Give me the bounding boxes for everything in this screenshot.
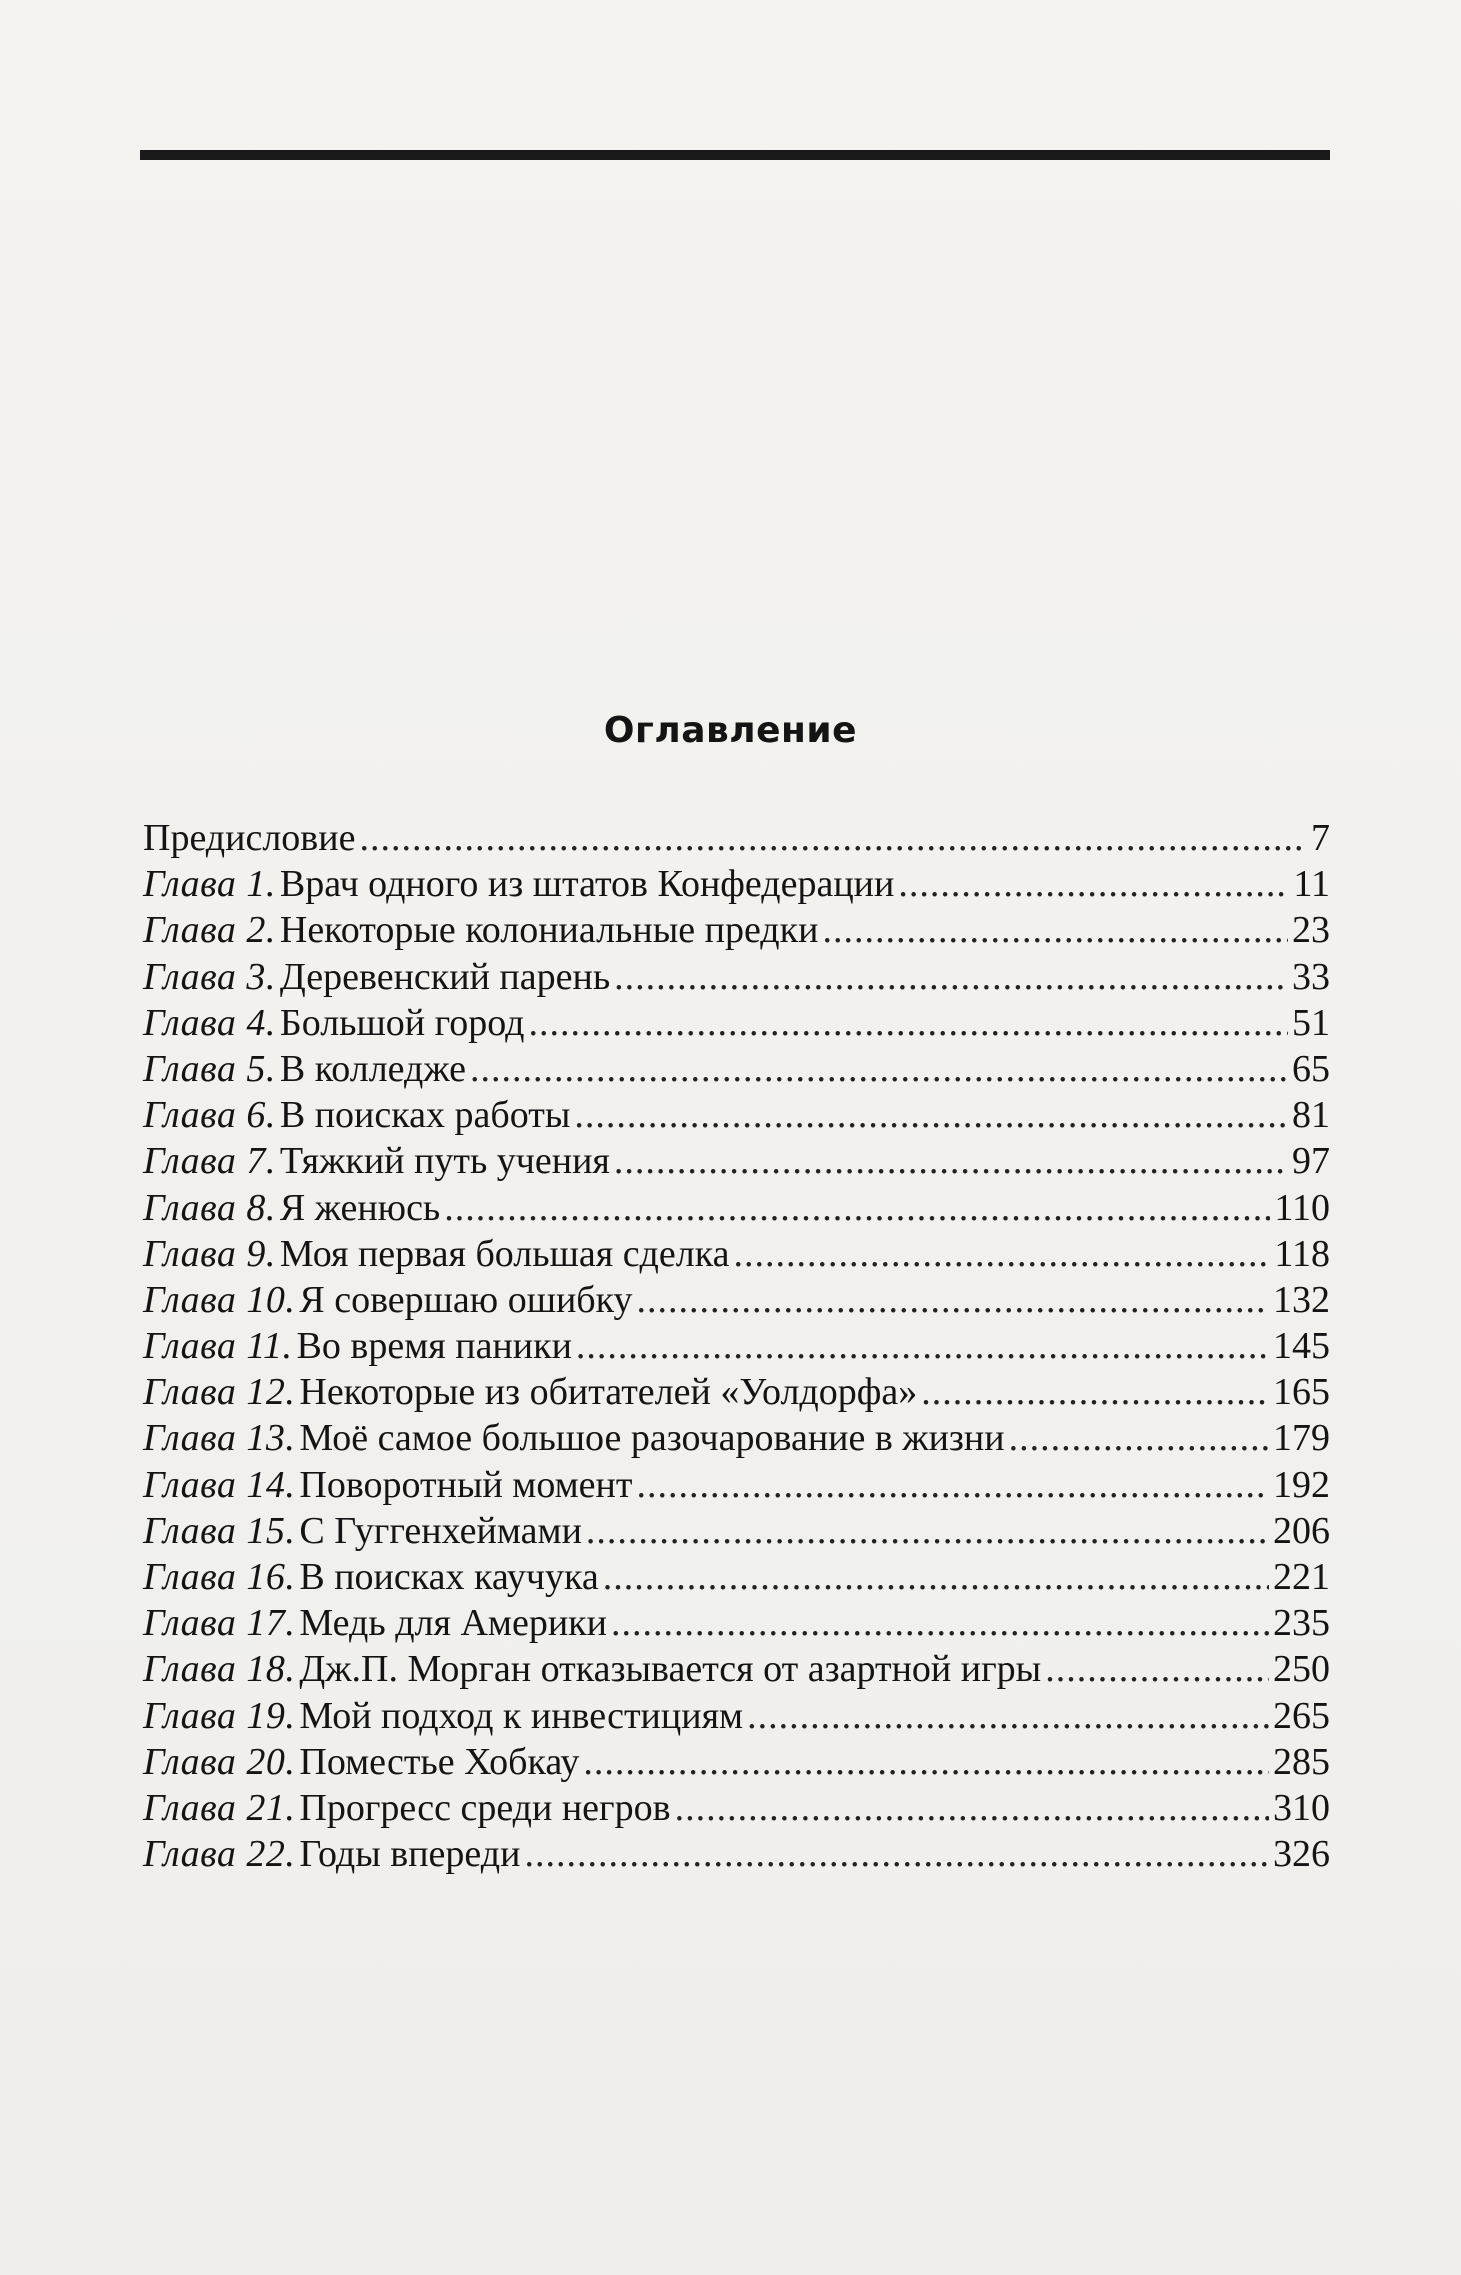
toc-entry-page-number: 265 <box>1273 1694 1330 1737</box>
toc-entry-leader-dots <box>528 1000 1288 1046</box>
toc-entry-leader-dots <box>614 954 1288 1000</box>
toc-entry-page-number: 7 <box>1311 817 1330 859</box>
toc-entry-chapter-label: Глава 13. <box>143 1417 296 1460</box>
toc-entry-chapter-label: Глава 3. <box>143 955 276 998</box>
toc-entry-page-number: 51 <box>1292 1001 1330 1044</box>
toc-entry-title: Врач одного из штатов Конфедерации <box>279 863 895 906</box>
toc-entry-title: Некоторые из обитателей «Уолдорфа» <box>299 1371 918 1414</box>
toc-entry-title: Я совершаю ошибку <box>299 1278 633 1321</box>
toc-entry-title: Я женюсь <box>279 1186 441 1229</box>
toc-entry <box>143 1138 1330 1184</box>
toc-entry-title: Поворотный момент <box>299 1463 633 1506</box>
toc-list <box>143 815 1330 1877</box>
toc-entry-chapter-label: Глава 2. <box>143 909 276 952</box>
toc-entry-chapter-label: Глава 7. <box>143 1140 276 1183</box>
toc-entry-leader-dots <box>898 861 1289 907</box>
toc-entry <box>143 1323 1330 1369</box>
toc-entry-leader-dots <box>603 1554 1269 1600</box>
toc-entry-page-number: 65 <box>1292 1047 1330 1090</box>
toc-entry <box>143 861 1330 907</box>
toc-entry-leader-dots <box>524 1831 1269 1877</box>
toc-entry-chapter-label: Глава 5. <box>143 1047 276 1090</box>
toc-entry-leader-dots <box>576 1323 1269 1369</box>
toc-entry-page-number: 192 <box>1273 1463 1330 1506</box>
toc-entry-title: В поисках работы <box>279 1094 571 1137</box>
toc-entry-page-number: 285 <box>1273 1740 1330 1783</box>
toc-entry <box>143 1000 1330 1046</box>
toc-entry <box>143 1092 1330 1138</box>
toc-entry-chapter-label: Глава 15. <box>143 1509 296 1552</box>
toc-entry-leader-dots <box>574 1092 1288 1138</box>
toc-entry-page-number: 326 <box>1273 1833 1330 1876</box>
toc-entry-leader-dots <box>675 1785 1269 1831</box>
toc-entry-leader-dots <box>611 1600 1269 1646</box>
toc-entry-chapter-label: Глава 9. <box>143 1232 276 1275</box>
toc-entry-page-number: 250 <box>1273 1648 1330 1691</box>
toc-entry-title: С Гуггенхеймами <box>299 1509 582 1552</box>
toc-entry-title: Моё самое большое разочарование в жизни <box>299 1417 1005 1460</box>
toc-entry-leader-dots <box>637 1277 1269 1323</box>
toc-entry <box>143 1277 1330 1323</box>
toc-entry-page-number: 118 <box>1274 1232 1330 1275</box>
toc-entry-leader-dots <box>614 1138 1288 1184</box>
toc-entry-leader-dots <box>1009 1415 1269 1461</box>
toc-entry-chapter-label: Глава 17. <box>143 1602 296 1645</box>
toc-entry-chapter-label: Глава 18. <box>143 1648 296 1691</box>
toc-entry-page-number: 165 <box>1273 1371 1330 1414</box>
toc-entry-chapter-label: Глава 1. <box>143 863 276 906</box>
toc-entry-leader-dots <box>359 815 1307 861</box>
toc-entry-page-number: 132 <box>1273 1278 1330 1321</box>
toc-entry-title: Мой подход к инвестициям <box>299 1694 744 1737</box>
toc-entry-title: Некоторые колониальные предки <box>279 909 819 952</box>
toc-entry <box>143 1554 1330 1600</box>
toc-entry-chapter-label: Глава 8. <box>143 1186 276 1229</box>
toc-entry-title: В колледже <box>279 1047 466 1090</box>
toc-entry-chapter-label: Глава 16. <box>143 1556 296 1598</box>
toc-entry-title: Медь для Америки <box>299 1602 607 1645</box>
toc-entry-chapter-label: Глава 22. <box>143 1833 296 1876</box>
toc-entry-page-number: 145 <box>1273 1325 1330 1368</box>
toc-entry-leader-dots <box>1045 1646 1269 1692</box>
toc-entry <box>143 1785 1330 1831</box>
toc-entry-chapter-label: Глава 21. <box>143 1786 296 1829</box>
toc-entry-page-number: 81 <box>1292 1094 1330 1137</box>
toc-entry <box>143 815 1330 861</box>
toc-entry-page-number: 221 <box>1273 1556 1330 1598</box>
toc-entry <box>143 1508 1330 1554</box>
toc-entry <box>143 1739 1330 1785</box>
toc-entry-leader-dots <box>733 1231 1270 1277</box>
toc-entry-chapter-label: Глава 20. <box>143 1740 296 1783</box>
toc-entry-chapter-label: Глава 11. <box>143 1325 293 1368</box>
toc-entry <box>143 1693 1330 1739</box>
toc-entry-page-number: 310 <box>1273 1786 1330 1829</box>
toc-heading: Оглавление <box>603 710 858 751</box>
toc-entry-title: Прогресс среди негров <box>299 1786 671 1829</box>
toc-entry <box>143 1231 1330 1277</box>
toc-entry-leader-dots <box>921 1369 1269 1415</box>
toc-entry-page-number: 206 <box>1273 1509 1330 1552</box>
toc-entry-page-number: 23 <box>1292 909 1330 952</box>
toc-entry <box>143 1415 1330 1461</box>
toc-entry-leader-dots <box>583 1739 1269 1785</box>
toc-entry-page-number: 97 <box>1292 1140 1330 1183</box>
toc-entry-title: Деревенский парень <box>279 955 611 998</box>
toc-entry <box>143 1600 1330 1646</box>
toc-entry-chapter-label: Глава 10. <box>143 1278 296 1321</box>
toc-entry-title: В поисках каучука <box>299 1556 599 1598</box>
toc-entry-title: Поместье Хобкау <box>299 1740 580 1783</box>
toc-entry <box>143 1046 1330 1092</box>
toc-entry-chapter-label: Глава 19. <box>143 1694 296 1737</box>
toc-entry-leader-dots <box>637 1462 1270 1508</box>
toc-entry-page-number: 11 <box>1293 863 1330 906</box>
toc-entry-leader-dots <box>586 1508 1269 1554</box>
header-rule <box>140 150 1330 160</box>
toc-entry-page-number: 33 <box>1292 955 1330 998</box>
toc-entry-title: Во время паники <box>296 1325 572 1368</box>
toc-entry-page-number: 179 <box>1273 1417 1330 1460</box>
toc-entry <box>143 1185 1330 1231</box>
toc-entry <box>143 954 1330 1000</box>
toc-entry-title: Моя первая большая сделка <box>279 1232 730 1275</box>
toc-entry-leader-dots <box>747 1693 1269 1739</box>
toc-entry-chapter-label: Глава 4. <box>143 1001 276 1044</box>
toc-entry-page-number: 110 <box>1274 1186 1330 1229</box>
toc-entry <box>143 1369 1330 1415</box>
toc-entry-chapter-label: Глава 6. <box>143 1094 276 1137</box>
toc-entry <box>143 907 1330 953</box>
toc-entry-title: Тяжкий путь учения <box>279 1140 610 1183</box>
toc-entry-title: Дж.П. Морган отказывается от азартной игры <box>299 1648 1042 1691</box>
toc-entry-page-number: 235 <box>1273 1602 1330 1645</box>
toc-entry-leader-dots <box>444 1185 1270 1231</box>
toc-entry-title: Годы впереди <box>299 1833 521 1876</box>
toc-entry-leader-dots <box>470 1046 1288 1092</box>
toc-entry <box>143 1831 1330 1877</box>
toc-entry-title: Большой город <box>279 1001 525 1044</box>
toc-entry <box>143 1462 1330 1508</box>
toc-entry-leader-dots <box>822 907 1288 953</box>
toc-entry-chapter-label: Глава 12. <box>143 1371 296 1414</box>
toc-entry-chapter-label: Глава 14. <box>143 1463 296 1506</box>
toc-entry-title: Предисловие <box>143 817 356 859</box>
toc-entry <box>143 1646 1330 1692</box>
